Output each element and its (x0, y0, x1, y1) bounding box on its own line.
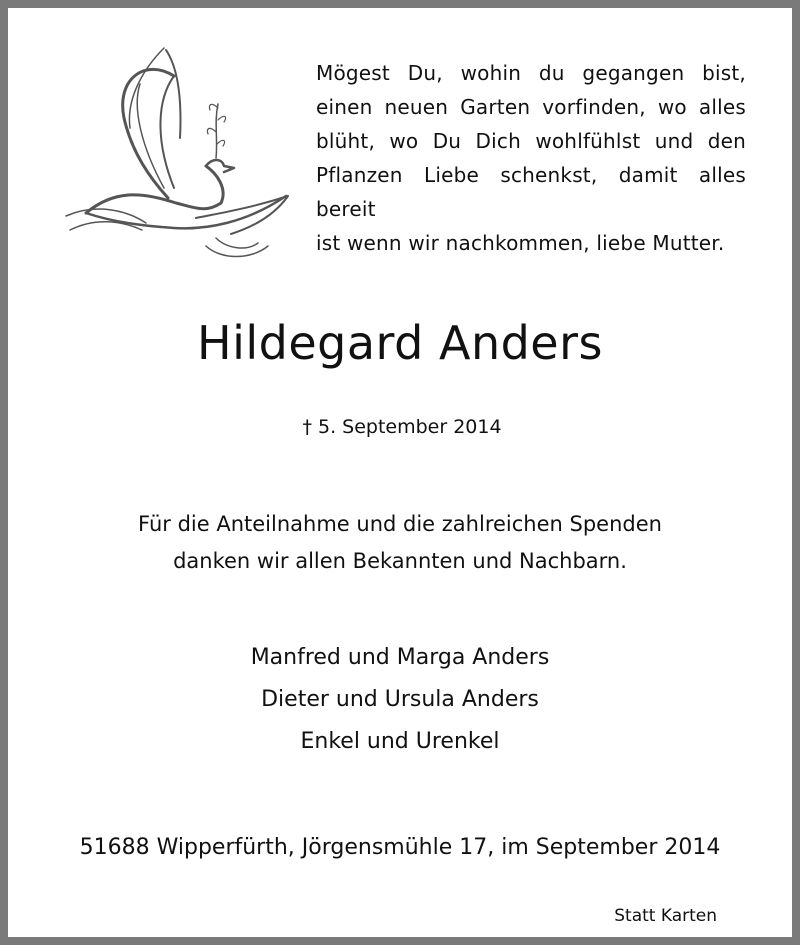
poem-line: Mögest Du, wohin du gegangen bist, (316, 61, 746, 85)
poem-line: Pflanzen Liebe schenkst, damit alles bereit (316, 163, 746, 221)
family-line: Enkel und Urenkel (300, 729, 500, 754)
poem-line: blüht, wo Du Dich wohlfühlst und den (316, 129, 746, 153)
dove-icon (46, 38, 296, 268)
thanks-line: danken wir allen Bekannten und Nachbarn. (173, 549, 627, 573)
family-line: Dieter und Ursula Anders (261, 687, 539, 712)
family-signatures (8, 637, 792, 763)
thanks-line: Für die Anteilnahme und die zahlreichen Spenden (138, 512, 662, 536)
place-and-date: 51688 Wipperfürth, Jörgensmühle 17, im September 2014 (79, 835, 721, 860)
poem-line: einen neuen Garten vorfinden, wo alles (316, 95, 746, 119)
poem-line: ist wenn wir nachkommen, liebe Mutter. (316, 231, 725, 255)
family-line: Manfred und Marga Anders (250, 645, 550, 670)
thanks-text (8, 506, 792, 580)
death-date: † 5. September 2014 (302, 416, 502, 438)
poem-text (316, 56, 746, 260)
deceased-name: Hildegard Anders (197, 316, 603, 370)
statt-karten-note: Statt Karten (614, 906, 717, 926)
